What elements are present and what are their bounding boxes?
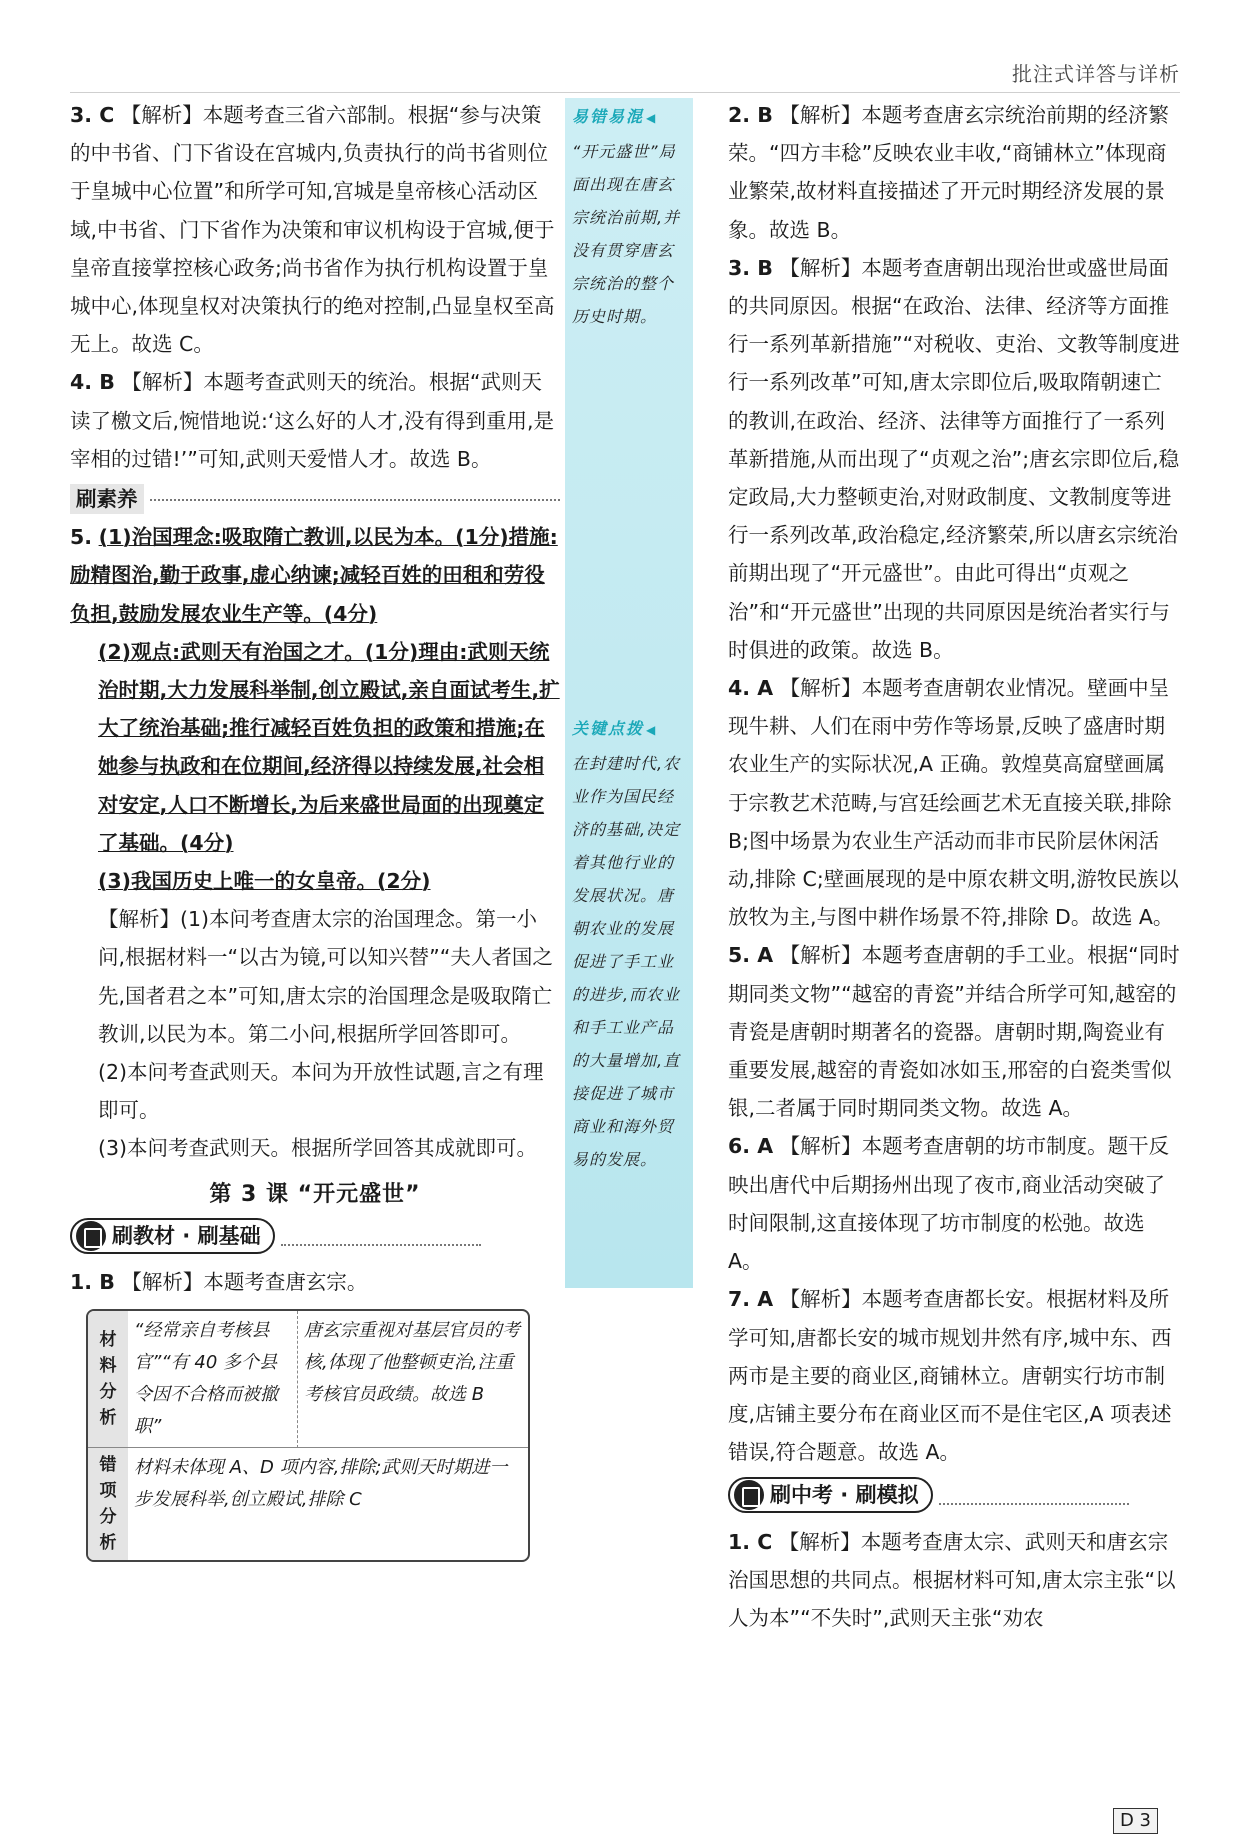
answer-r2 [728, 96, 1180, 249]
header-title: 批注式详答与详析 [1012, 62, 1180, 86]
table-quote: “经常亲自考核县官”“有 40 多个县令因不合格而被撤职” [128, 1311, 298, 1448]
section-badge-exam [728, 1477, 933, 1513]
note-1-text: “开元盛世”局面出现在唐玄宗统治前期,并没有贯穿唐玄宗统治的整个历史时期。 [572, 142, 681, 326]
left-column [70, 96, 560, 1562]
answer-r2-text: 【解析】本题考查唐玄宗统治前期的经济繁荣。“四方丰稔”反映农业丰收,“商铺林立”体现商业繁荣,故材料直接描述了开元时期经济发展的景象。故选 B。 [728, 103, 1169, 242]
note-2-text: 在封建时代,农业作为国民经济的基础,决定着其他行业的发展状况。唐朝农业的发展促进了手工业的进步,而农业和手工业产品的大量增加,直接促进了城市商业和海外贸易的发展。 [572, 754, 681, 1169]
answer-5-explain-1: 【解析】(1)本问考查唐太宗的治国理念。第一小问,根据材料一“以古为镜,可以知兴替”“夫人者国之先,国者君之本”可知,唐太宗的治国理念是吸取隋亡教训,以民为本。第二小问,根据所学回答即可。 [98, 907, 553, 1046]
answer-r7 [728, 1280, 1180, 1471]
answer-5-part1: (1)治国理念:吸取隋亡教训,以民为本。(1分)措施:励精图治,勤于政事,虚心纳谏;减轻百姓的田租和劳役负担,鼓励发展农业生产等。(4分) [70, 525, 558, 626]
page-number: D 3 [1113, 1808, 1158, 1834]
badge-row-2 [728, 1477, 1180, 1522]
table-wrong-analysis: 材料未体现 A、D 项内容,排除;武则天时期进一步发展科举,创立殿试,排除 C [134, 1457, 508, 1511]
answer-r1 [728, 1523, 1180, 1638]
answer-r3-number: 3. B [728, 255, 773, 280]
answer-4 [70, 363, 560, 478]
answer-r5-number: 5. A [728, 943, 774, 968]
margin-note-1 [572, 100, 690, 333]
answer-5-explain-2: (2)本问考查武则天。本问为开放性试题,言之有理即可。 [98, 1060, 544, 1123]
answer-r2-number: 2. B [728, 103, 773, 127]
answer-5-part2: (2)观点:武则天有治国之才。(1分)理由:武则天统治时期,大力发展科举制,创立殿试,亲自面试考生,扩大了统治基础;推行减轻百姓负担的政策和措施;在她参与执政和在位期间,经济得以持续发展,社会相对安定,人口不断增长,为后来盛世局面的出现奠定了基础。(4分) [98, 639, 560, 855]
answer-3-text: 【解析】本题考查三省六部制。根据“参与决策的中书省、门下省设在宫城内,负责执行的尚书省则位于皇城中心位置”和所学可知,宫城是皇帝核心活动区域,中书省、门下省作为决策和审议机构设于宫城,便于皇帝直接掌控核心政务;尚书省作为执行机构设置于皇城中心,体现皇权对决策执行的绝对控制,凸显皇权至高无上。故选 C。 [70, 103, 555, 357]
analysis-table [86, 1309, 530, 1562]
answer-r3-text: 【解析】本题考查唐朝出现治世或盛世局面的共同原因。根据“在政治、法律、经济等方面推行一系列革新措施”“对税收、吏治、文教等制度进行一系列改革”可知,唐太宗即位后,吸取隋朝速亡的教训,在政治、经济、法律等方面推行了一系列革新措施,从而出现了“贞观之治”;唐玄宗即位后,稳定政局,大力整顿吏治,对财政制度、文教制度等进行一系列改革,政治稳定,经济繁荣,所以唐玄宗统治前期出现了“开元盛世”。由此可得出“贞观之治”和“开元盛世”出现的共同原因是统治者实行与时俱进的政策。故选 B。 [728, 255, 1180, 662]
answer-r6-number: 6. A [728, 1134, 774, 1159]
answer-r6 [728, 1127, 1180, 1280]
badge-label: 刷中考 · 刷模拟 [770, 1483, 919, 1508]
right-column [728, 96, 1180, 1637]
badge-label: 刷教材 · 刷基础 [112, 1223, 261, 1248]
table-analysis: 唐玄宗重视对基层官员的考核,体现了他整顿吏治,注重考核官员政绩。故选 B [298, 1311, 528, 1448]
answer-r4-text: 【解析】本题考查唐朝农业情况。壁画中呈现牛耕、人们在雨中劳作等场景,反映了盛唐时期农业生产的实际状况,A 正确。敦煌莫高窟壁画属于宗教艺术范畴,与宫廷绘画艺术无直接关联,排除 B;图中场景为农业生产活动而非市民阶层休闲活动,排除 C;壁画展现的是中原农耕文明,游牧民族以放牧为主,与图中耕作场景不符,排除 D。故选 A。 [728, 676, 1179, 930]
answer-3-number: 3. C [70, 103, 115, 127]
section-tag: 刷素养 [70, 484, 144, 514]
table-label-material: 材料分析 [88, 1311, 128, 1448]
table-label-wrong: 错项分析 [88, 1448, 128, 1560]
dotted-divider [939, 1503, 1129, 1505]
answer-r5 [728, 936, 1180, 1127]
answer-1 [70, 1263, 560, 1301]
answer-5 [70, 518, 560, 633]
answer-4-text: 【解析】本题考查武则天的统治。根据“武则天读了檄文后,惋惜地说:‘这么好的人才,没有得到重用,是宰相的过错!’”可知,武则天爱惜人才。故选 B。 [70, 370, 554, 471]
margin-note-2 [572, 712, 690, 1176]
answer-r4 [728, 669, 1180, 936]
book-icon [76, 1221, 106, 1251]
answer-1-text: 【解析】本题考查唐玄宗。 [121, 1270, 368, 1295]
answer-r4-number: 4. A [728, 676, 774, 701]
dotted-divider [150, 499, 560, 501]
header-divider [70, 92, 1180, 93]
answer-4-number: 4. B [70, 370, 115, 395]
section-header [70, 478, 560, 518]
answer-5-explain-3: (3)本问考查武则天。根据所学回答其成就即可。 [98, 1136, 538, 1161]
answer-r1-text: 【解析】本题考查唐太宗、武则天和唐玄宗治国思想的共同点。根据材料可知,唐太宗主张“以人为本”“不失时”,武则天主张“劝农 [728, 1529, 1176, 1630]
answer-r6-text: 【解析】本题考查唐朝的坊市制度。题干反映出唐代中后期扬州出现了夜市,商业活动突破了时间限制,这直接体现了坊市制度的松弛。故选 A。 [728, 1134, 1170, 1274]
answer-r7-text: 【解析】本题考查唐都长安。根据材料及所学可知,唐都长安的城市规划井然有序,城中东、西两市是主要的商业区,商铺林立。唐朝实行坊市制度,店铺主要分布在商业区而不是住宅区,A 项表述错误,符合题意。故选 A。 [728, 1287, 1172, 1465]
book-icon [734, 1480, 764, 1510]
answer-5-number: 5. [70, 525, 93, 550]
answer-r5-text: 【解析】本题考查唐朝的手工业。根据“同时期同类文物”“越窑的青瓷”并结合所学可知,越窑的青瓷是唐朝时期著名的瓷器。唐朝时期,陶瓷业有重要发展,越窑的青瓷如冰如玉,邢窑的白瓷类雪似银,二者属于同时期同类文物。故选 A。 [728, 943, 1180, 1121]
answer-1-number: 1. B [70, 1270, 115, 1295]
dotted-divider [281, 1244, 481, 1246]
section-badge-basic [70, 1218, 275, 1254]
answer-5-part3: (3)我国历史上唯一的女皇帝。(2分) [98, 869, 431, 894]
answer-r7-number: 7. A [728, 1287, 774, 1312]
answer-3 [70, 96, 560, 363]
badge-row-1 [70, 1218, 560, 1263]
answer-r3 [728, 249, 1180, 669]
answer-r1-number: 1. C [728, 1529, 773, 1554]
lesson-title: 第 3 课 “开元盛世” [209, 1181, 421, 1207]
note-2-tag: 关键点拨 ◀ [572, 719, 657, 738]
note-1-tag: 易错易混 ◀ [572, 107, 657, 126]
